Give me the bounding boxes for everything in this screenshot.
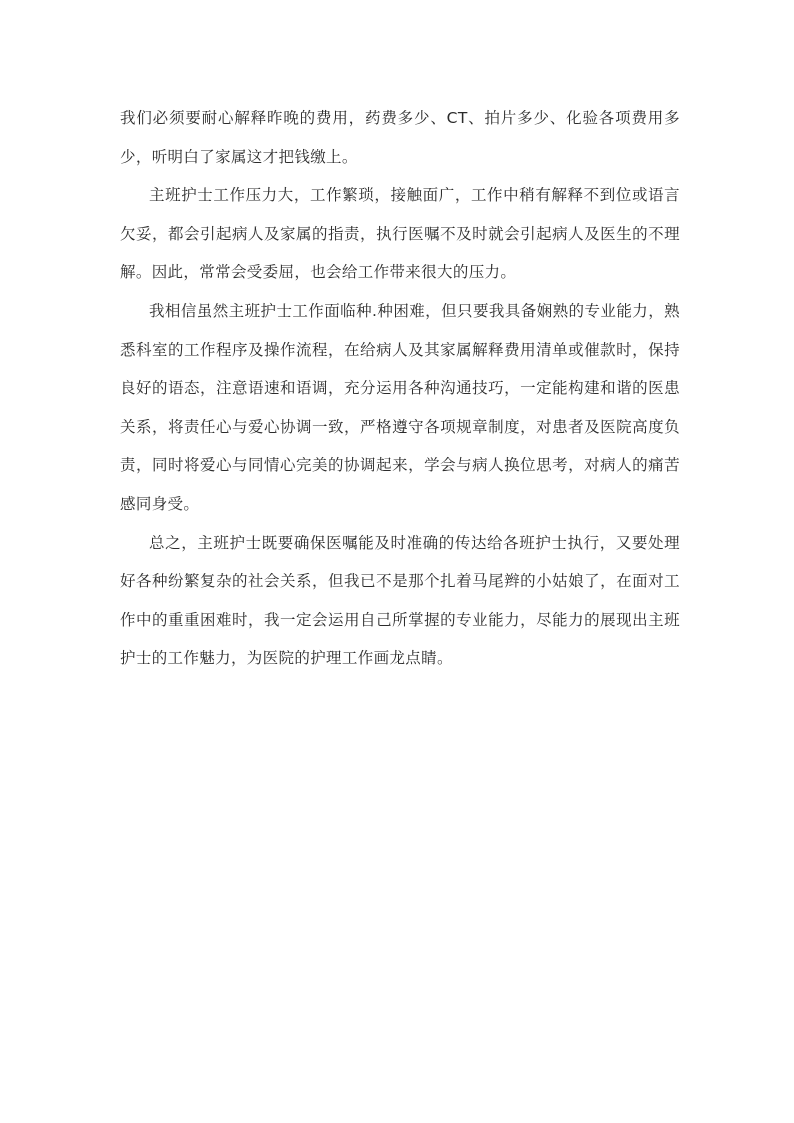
paragraph-conclusion: 总之，主班护士既要确保医嘱能及时准确的传达给各班护士执行，又要处理好各种纷繁复杂的社会关系，但我已不是那个扎着马尾辫的小姑娘了，在面对工作中的重重困难时，我一定会运用自己所掌握的专业能力，尽能力的展现出主班护士的工作魅力，为医院的护理工作画龙点睛。 <box>120 533 680 668</box>
document-body <box>120 99 680 678</box>
paragraph-work-pressure: 主班护士工作压力大，工作繁琐，接触面广，工作中稍有解释不到位或语言欠妥，都会引起病人及家属的指责，执行医嘱不及时就会引起病人及医生的不理解。因此，常常会受委屈，也会给工作带来很大的压力。 <box>120 186 680 282</box>
paragraph-confidence: 我相信虽然主班护士工作面临种.种困难，但只要我具备娴熟的专业能力，熟悉科室的工作程序及操作流程，在给病人及其家属解释费用清单或催款时，保持良好的语态，注意语速和语调，充分运用各种沟通技巧，一定能构建和谐的医患关系，将责任心与爱心协调一致，严格遵守各项规章制度，对患者及医院高度负责，同时将爱心与同情心完美的协调起来，学会与病人换位思考，对病人的痛苦感同身受。 <box>120 301 680 513</box>
paragraph-continuation: 我们必须要耐心解释昨晚的费用，药费多少、CT、拍片多少、化验各项费用多少，听明白了家属这才把钱缴上。 <box>120 109 680 166</box>
